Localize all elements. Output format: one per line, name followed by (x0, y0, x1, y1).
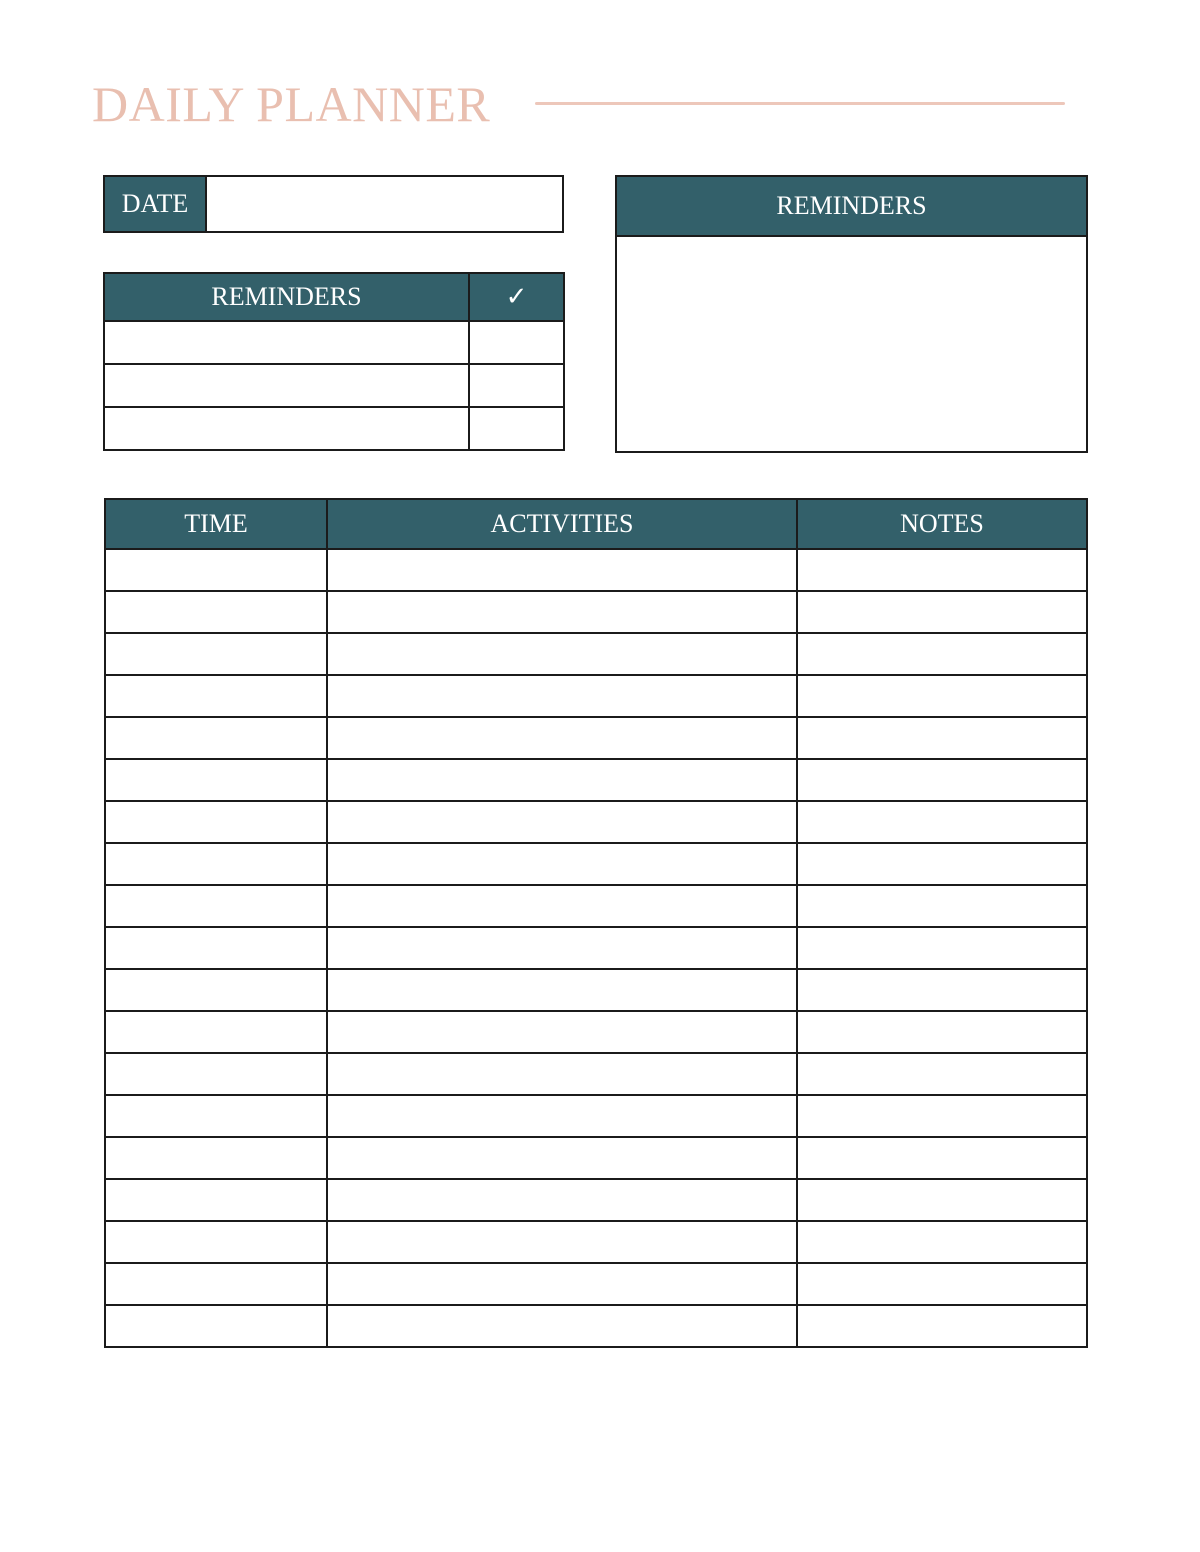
activity-cell[interactable] (327, 1263, 797, 1305)
time-cell[interactable] (105, 843, 327, 885)
date-field (103, 175, 564, 233)
activity-cell[interactable] (327, 633, 797, 675)
schedule-row (105, 801, 1087, 843)
time-cell[interactable] (105, 1305, 327, 1347)
schedule-row (105, 1011, 1087, 1053)
notes-cell[interactable] (797, 675, 1087, 717)
notes-cell[interactable] (797, 843, 1087, 885)
schedule-row (105, 885, 1087, 927)
reminders-panel-header: REMINDERS (617, 177, 1086, 237)
activity-cell[interactable] (327, 801, 797, 843)
time-cell[interactable] (105, 885, 327, 927)
schedule-row (105, 633, 1087, 675)
time-cell[interactable] (105, 549, 327, 591)
page-title: DAILY PLANNER (92, 76, 491, 132)
notes-cell[interactable] (797, 1221, 1087, 1263)
time-cell[interactable] (105, 1011, 327, 1053)
schedule-row (105, 717, 1087, 759)
reminder-check-cell[interactable] (469, 407, 564, 450)
schedule-row (105, 1095, 1087, 1137)
schedule-row (105, 1263, 1087, 1305)
time-cell[interactable] (105, 1179, 327, 1221)
notes-cell[interactable] (797, 927, 1087, 969)
activity-cell[interactable] (327, 549, 797, 591)
time-column-header: TIME (105, 499, 327, 549)
time-cell[interactable] (105, 717, 327, 759)
notes-cell[interactable] (797, 1263, 1087, 1305)
notes-cell[interactable] (797, 633, 1087, 675)
schedule-row (105, 1221, 1087, 1263)
reminder-row (104, 321, 564, 364)
reminder-text-cell[interactable] (104, 407, 469, 450)
activity-cell[interactable] (327, 885, 797, 927)
time-cell[interactable] (105, 1221, 327, 1263)
time-cell[interactable] (105, 1095, 327, 1137)
title-divider (535, 102, 1065, 105)
reminder-text-cell[interactable] (104, 321, 469, 364)
activity-cell[interactable] (327, 969, 797, 1011)
reminder-checklist (103, 272, 565, 451)
reminder-text-cell[interactable] (104, 364, 469, 407)
schedule-row (105, 927, 1087, 969)
activity-cell[interactable] (327, 1053, 797, 1095)
activity-cell[interactable] (327, 1221, 797, 1263)
schedule-row (105, 1179, 1087, 1221)
time-cell[interactable] (105, 633, 327, 675)
reminder-check-cell[interactable] (469, 321, 564, 364)
time-cell[interactable] (105, 801, 327, 843)
time-cell[interactable] (105, 675, 327, 717)
reminder-row (104, 407, 564, 450)
notes-cell[interactable] (797, 1095, 1087, 1137)
schedule-row (105, 759, 1087, 801)
time-cell[interactable] (105, 927, 327, 969)
notes-cell[interactable] (797, 801, 1087, 843)
time-cell[interactable] (105, 591, 327, 633)
notes-column-header: NOTES (797, 499, 1087, 549)
schedule-row (105, 969, 1087, 1011)
activity-cell[interactable] (327, 591, 797, 633)
schedule-row (105, 843, 1087, 885)
schedule-row (105, 1053, 1087, 1095)
activity-cell[interactable] (327, 759, 797, 801)
activity-cell[interactable] (327, 1179, 797, 1221)
notes-cell[interactable] (797, 759, 1087, 801)
activity-cell[interactable] (327, 675, 797, 717)
notes-cell[interactable] (797, 549, 1087, 591)
time-cell[interactable] (105, 1263, 327, 1305)
notes-cell[interactable] (797, 1305, 1087, 1347)
schedule-row (105, 549, 1087, 591)
time-cell[interactable] (105, 1053, 327, 1095)
notes-cell[interactable] (797, 1179, 1087, 1221)
time-cell[interactable] (105, 969, 327, 1011)
schedule-row (105, 1305, 1087, 1347)
activity-cell[interactable] (327, 1137, 797, 1179)
reminders-header: REMINDERS (104, 273, 469, 321)
notes-cell[interactable] (797, 717, 1087, 759)
activity-cell[interactable] (327, 927, 797, 969)
time-cell[interactable] (105, 759, 327, 801)
notes-cell[interactable] (797, 1011, 1087, 1053)
activity-cell[interactable] (327, 1011, 797, 1053)
reminders-panel (615, 175, 1088, 453)
schedule-row (105, 675, 1087, 717)
activity-cell[interactable] (327, 843, 797, 885)
activity-cell[interactable] (327, 1095, 797, 1137)
time-cell[interactable] (105, 1137, 327, 1179)
schedule-row (105, 1137, 1087, 1179)
notes-cell[interactable] (797, 1053, 1087, 1095)
notes-cell[interactable] (797, 591, 1087, 633)
schedule-row (105, 591, 1087, 633)
schedule-table (104, 498, 1088, 1348)
date-input[interactable] (207, 177, 562, 231)
activities-column-header: ACTIVITIES (327, 499, 797, 549)
notes-cell[interactable] (797, 969, 1087, 1011)
notes-cell[interactable] (797, 885, 1087, 927)
reminder-row (104, 364, 564, 407)
activity-cell[interactable] (327, 717, 797, 759)
date-label: DATE (105, 177, 207, 231)
reminder-check-cell[interactable] (469, 364, 564, 407)
notes-cell[interactable] (797, 1137, 1087, 1179)
checkmark-icon: ✓ (469, 273, 564, 321)
activity-cell[interactable] (327, 1305, 797, 1347)
